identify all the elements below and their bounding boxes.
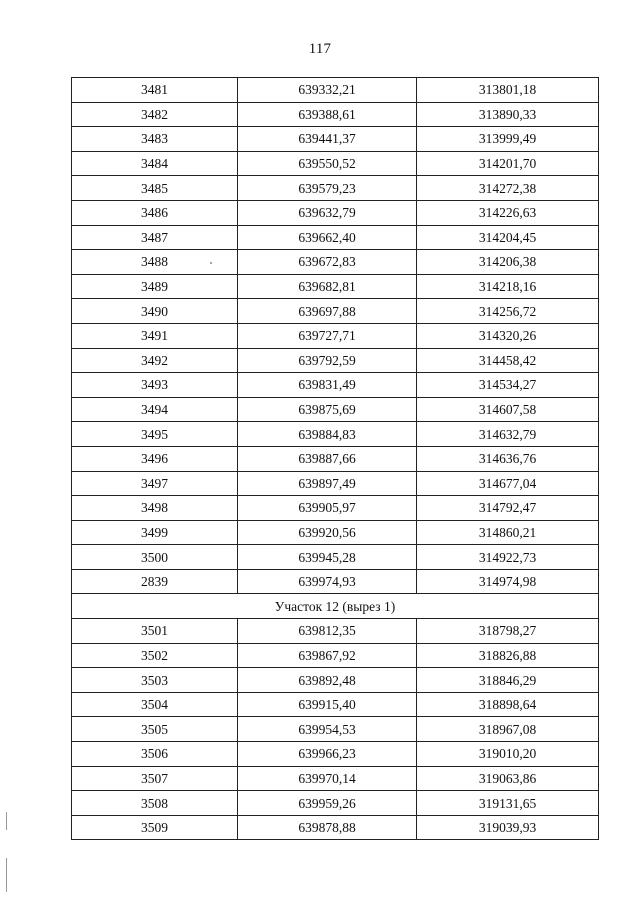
table-row xyxy=(72,520,599,545)
x-coordinate-cell: 639867,92 xyxy=(238,643,417,668)
scan-margin-mark xyxy=(6,812,7,830)
table-row xyxy=(72,815,599,840)
y-coordinate-cell: 314320,26 xyxy=(417,323,599,348)
point-number-cell: 3500 xyxy=(72,545,238,570)
y-coordinate-cell: 314922,73 xyxy=(417,545,599,570)
coordinates-table-body xyxy=(72,78,599,840)
table-row xyxy=(72,274,599,299)
point-number-cell: 3501 xyxy=(72,619,238,644)
point-number-cell: 3498 xyxy=(72,496,238,521)
y-coordinate-cell: 318898,64 xyxy=(417,692,599,717)
x-coordinate-cell: 639831,49 xyxy=(238,373,417,398)
x-coordinate-cell: 639332,21 xyxy=(238,78,417,103)
table-row xyxy=(72,397,599,422)
x-coordinate-cell: 639970,14 xyxy=(238,766,417,791)
table-row xyxy=(72,446,599,471)
y-coordinate-cell: 314792,47 xyxy=(417,496,599,521)
table-row xyxy=(72,225,599,250)
x-coordinate-cell: 639632,79 xyxy=(238,200,417,225)
y-coordinate-cell: 318798,27 xyxy=(417,619,599,644)
y-coordinate-cell: 314201,70 xyxy=(417,151,599,176)
y-coordinate-cell: 313890,33 xyxy=(417,102,599,127)
x-coordinate-cell: 639897,49 xyxy=(238,471,417,496)
point-number-cell: 3497 xyxy=(72,471,238,496)
x-coordinate-cell: 639892,48 xyxy=(238,668,417,693)
point-number-cell: 3489 xyxy=(72,274,238,299)
scan-margin-mark xyxy=(6,858,7,892)
point-number-cell: 3484 xyxy=(72,151,238,176)
x-coordinate-cell: 639905,97 xyxy=(238,496,417,521)
table-row xyxy=(72,643,599,668)
point-number-cell: 3487 xyxy=(72,225,238,250)
table-row xyxy=(72,692,599,717)
table-row xyxy=(72,78,599,103)
table-row xyxy=(72,176,599,201)
y-coordinate-cell: 318967,08 xyxy=(417,717,599,742)
x-coordinate-cell: 639884,83 xyxy=(238,422,417,447)
scan-speck xyxy=(210,262,212,264)
section-header-row xyxy=(72,594,599,619)
y-coordinate-cell: 314677,04 xyxy=(417,471,599,496)
table-row xyxy=(72,102,599,127)
table-row xyxy=(72,373,599,398)
y-coordinate-cell: 314256,72 xyxy=(417,299,599,324)
x-coordinate-cell: 639441,37 xyxy=(238,127,417,152)
point-number-cell: 3507 xyxy=(72,766,238,791)
table-row xyxy=(72,545,599,570)
x-coordinate-cell: 639697,88 xyxy=(238,299,417,324)
x-coordinate-cell: 639945,28 xyxy=(238,545,417,570)
y-coordinate-cell: 314458,42 xyxy=(417,348,599,373)
table-row xyxy=(72,668,599,693)
point-number-cell: 3483 xyxy=(72,127,238,152)
section-title: Участок 12 (вырез 1) xyxy=(72,594,599,619)
table-row xyxy=(72,569,599,594)
x-coordinate-cell: 639812,35 xyxy=(238,619,417,644)
point-number-cell: 3505 xyxy=(72,717,238,742)
point-number-cell: 3499 xyxy=(72,520,238,545)
point-number-cell: 3508 xyxy=(72,791,238,816)
point-number-cell: 3502 xyxy=(72,643,238,668)
point-number-cell: 2839 xyxy=(72,569,238,594)
table-row xyxy=(72,766,599,791)
x-coordinate-cell: 639966,23 xyxy=(238,742,417,767)
table-row xyxy=(72,151,599,176)
y-coordinate-cell: 314534,27 xyxy=(417,373,599,398)
point-number-cell: 3492 xyxy=(72,348,238,373)
table-row xyxy=(72,791,599,816)
x-coordinate-cell: 639682,81 xyxy=(238,274,417,299)
point-number-cell: 3496 xyxy=(72,446,238,471)
point-number-cell: 3506 xyxy=(72,742,238,767)
x-coordinate-cell: 639579,23 xyxy=(238,176,417,201)
coordinates-table xyxy=(71,77,599,840)
y-coordinate-cell: 314204,45 xyxy=(417,225,599,250)
y-coordinate-cell: 314974,98 xyxy=(417,569,599,594)
x-coordinate-cell: 639875,69 xyxy=(238,397,417,422)
table-row xyxy=(72,250,599,275)
point-number-cell: 3491 xyxy=(72,323,238,348)
table-row xyxy=(72,348,599,373)
y-coordinate-cell: 314226,63 xyxy=(417,200,599,225)
point-number-cell: 3486 xyxy=(72,200,238,225)
y-coordinate-cell: 314272,38 xyxy=(417,176,599,201)
y-coordinate-cell: 314632,79 xyxy=(417,422,599,447)
table-row xyxy=(72,496,599,521)
table-row xyxy=(72,471,599,496)
point-number-cell: 3495 xyxy=(72,422,238,447)
x-coordinate-cell: 639792,59 xyxy=(238,348,417,373)
x-coordinate-cell: 639887,66 xyxy=(238,446,417,471)
point-number-cell: 3481 xyxy=(72,78,238,103)
x-coordinate-cell: 639878,88 xyxy=(238,815,417,840)
table-row xyxy=(72,422,599,447)
x-coordinate-cell: 639727,71 xyxy=(238,323,417,348)
x-coordinate-cell: 639662,40 xyxy=(238,225,417,250)
table-row xyxy=(72,619,599,644)
table-row xyxy=(72,127,599,152)
point-number-cell: 3509 xyxy=(72,815,238,840)
y-coordinate-cell: 318846,29 xyxy=(417,668,599,693)
table-row xyxy=(72,200,599,225)
y-coordinate-cell: 319131,65 xyxy=(417,791,599,816)
point-number-cell: 3482 xyxy=(72,102,238,127)
y-coordinate-cell: 314218,16 xyxy=(417,274,599,299)
y-coordinate-cell: 318826,88 xyxy=(417,643,599,668)
x-coordinate-cell: 639959,26 xyxy=(238,791,417,816)
table-row xyxy=(72,323,599,348)
table-row xyxy=(72,717,599,742)
point-number-cell: 3504 xyxy=(72,692,238,717)
x-coordinate-cell: 639388,61 xyxy=(238,102,417,127)
y-coordinate-cell: 319010,20 xyxy=(417,742,599,767)
page-number: 117 xyxy=(308,41,332,57)
x-coordinate-cell: 639915,40 xyxy=(238,692,417,717)
y-coordinate-cell: 313801,18 xyxy=(417,78,599,103)
table-row xyxy=(72,299,599,324)
point-number-cell: 3493 xyxy=(72,373,238,398)
y-coordinate-cell: 314860,21 xyxy=(417,520,599,545)
x-coordinate-cell: 639920,56 xyxy=(238,520,417,545)
point-number-cell: 3490 xyxy=(72,299,238,324)
y-coordinate-cell: 319063,86 xyxy=(417,766,599,791)
x-coordinate-cell: 639672,83 xyxy=(238,250,417,275)
point-number-cell: 3503 xyxy=(72,668,238,693)
y-coordinate-cell: 314206,38 xyxy=(417,250,599,275)
x-coordinate-cell: 639974,93 xyxy=(238,569,417,594)
point-number-cell: 3485 xyxy=(72,176,238,201)
point-number-cell: 3488 xyxy=(72,250,238,275)
table-row xyxy=(72,742,599,767)
y-coordinate-cell: 313999,49 xyxy=(417,127,599,152)
x-coordinate-cell: 639550,52 xyxy=(238,151,417,176)
x-coordinate-cell: 639954,53 xyxy=(238,717,417,742)
y-coordinate-cell: 314607,58 xyxy=(417,397,599,422)
point-number-cell: 3494 xyxy=(72,397,238,422)
y-coordinate-cell: 319039,93 xyxy=(417,815,599,840)
y-coordinate-cell: 314636,76 xyxy=(417,446,599,471)
